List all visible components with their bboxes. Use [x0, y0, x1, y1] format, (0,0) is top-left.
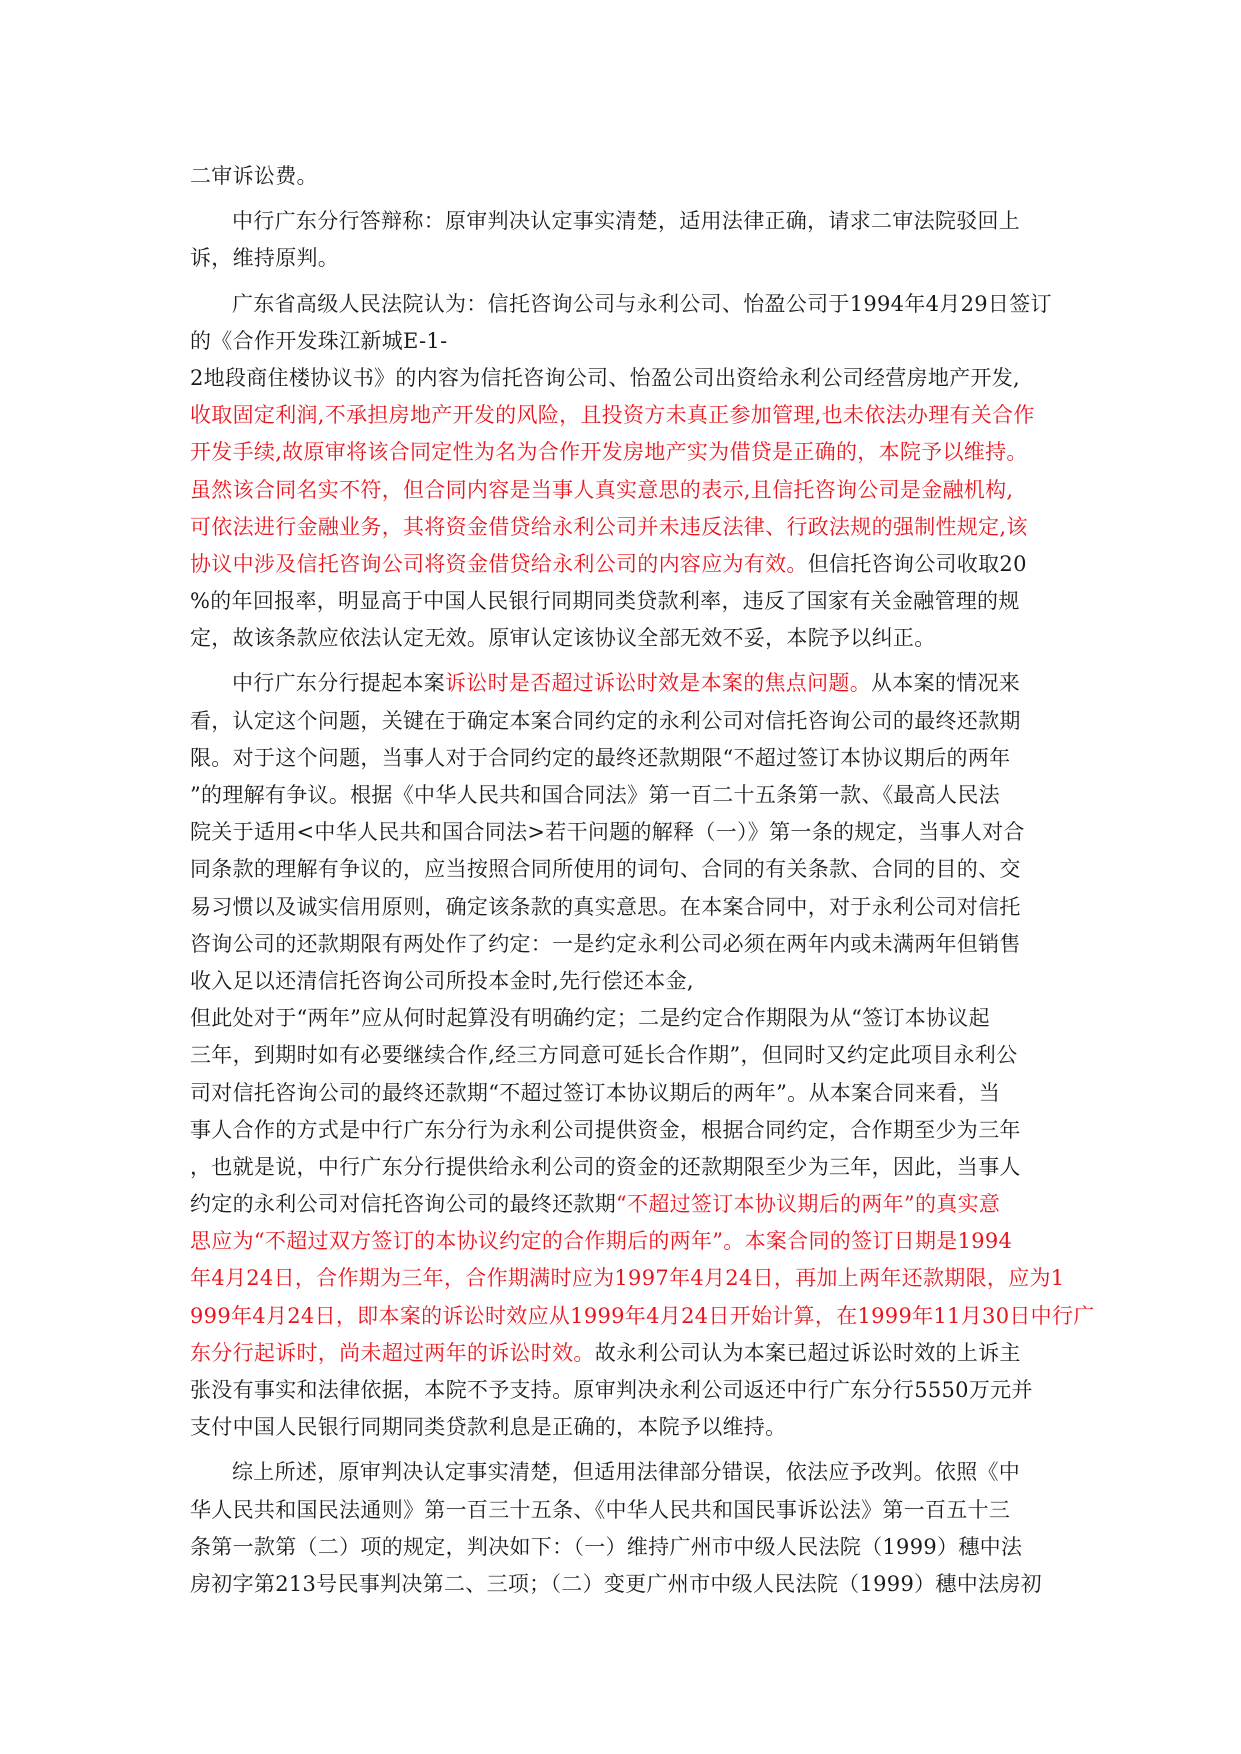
- text-line: [190, 323, 1060, 360]
- text-segment: 同条款的理解有争议的，应当按照合同所使用的词句、合同的有关条款、合同的目的、交: [190, 857, 1021, 882]
- text-line: [190, 1260, 1065, 1297]
- text-segment: 定，故该条款应依法认定无效。原审认定该协议全部无效不妥，本院予以纠正。: [190, 626, 936, 651]
- text-segment: 但信托咨询公司收取20: [807, 551, 1027, 576]
- text-line: [190, 1298, 1095, 1335]
- text-segment: 房初字第213号民事判决第二、三项；（二）变更广州市中级人民法院（1999）穗中法房初: [190, 1571, 1042, 1596]
- text-segment: 从本案的情况来: [871, 671, 1021, 696]
- text-line: [190, 665, 1060, 702]
- text-line: [190, 158, 1060, 195]
- text-line: [190, 926, 1060, 963]
- text-line: [190, 620, 1060, 657]
- text-line: [190, 1186, 1060, 1223]
- text-segment: 事人合作的方式是中行广东分行为永利公司提供资金，根据合同约定，合作期至少为三年: [190, 1117, 1021, 1142]
- text-line: [190, 1112, 1060, 1149]
- highlighted-text: 协议中涉及信托咨询公司将资金借贷给永利公司的内容应为有效。: [190, 551, 808, 576]
- text-segment: 2地段商住楼协议书》的内容为信托咨询公司、怡盈公司出资给永利公司经营房地产开发,: [190, 365, 1021, 390]
- text-line: [190, 434, 1060, 471]
- text-segment: 三年，到期时如有必要继续合作,经三方同意可延长合作期”，但同时又约定此项目永利公: [190, 1043, 1018, 1068]
- text-segment: 约定的永利公司对信托咨询公司的最终还款期: [190, 1192, 616, 1217]
- text-line: [190, 1037, 1060, 1074]
- text-line: [190, 814, 1060, 851]
- highlighted-text: 可依法进行金融业务，其将资金借贷给永利公司并未违反法律、行政法规的强制性规定,该: [190, 514, 1028, 539]
- text-segment: 但此处对于“两年”应从何时起算没有明确约定；二是约定合作期限为从“签订本协议起: [190, 1006, 990, 1031]
- text-line: [190, 203, 1060, 240]
- text-line: [190, 1529, 1060, 1566]
- text-segment: %的年回报率，明显高于中国人民银行同期同类贷款利率，违反了国家有关金融管理的规: [190, 589, 1020, 614]
- text-segment: 易习惯以及诚实信用原则，确定该条款的真实意思。在本案合同中，对于永利公司对信托: [190, 894, 1021, 919]
- text-line: [190, 777, 1060, 814]
- text-segment: 故永利公司认为本案已超过诉讼时效的上诉主: [594, 1340, 1021, 1365]
- text-line: [190, 889, 1060, 926]
- text-line: [190, 472, 1060, 509]
- text-line: [190, 546, 1060, 583]
- highlighted-text: “不超过签订本协议期后的两年”的真实意: [616, 1192, 1001, 1217]
- highlighted-text: 999年4月24日，即本案的诉讼时效应从1999年4月24日开始计算，在1999年11月30日中行广: [190, 1303, 1095, 1328]
- text-line: [190, 1075, 1060, 1112]
- text-line: [190, 1454, 1060, 1491]
- text-segment: 院关于适用<中华人民共和国合同法>若干问题的解释（一）》第一条的规定，当事人对合: [190, 820, 1025, 845]
- text-line: [190, 1000, 1060, 1037]
- text-line: [190, 851, 1060, 888]
- text-segment: 司对信托咨询公司的最终还款期“不超过签订本协议期后的两年”。从本案合同来看，当: [190, 1080, 1001, 1105]
- text-line: [190, 740, 1060, 777]
- text-segment: 条第一款第（二）项的规定，判决如下：（一）维持广州市中级人民法院（1999）穗中法: [190, 1534, 1023, 1559]
- text-segment: ，也就是说，中行广东分行提供给永利公司的资金的还款期限至少为三年，因此，当事人: [190, 1154, 1021, 1179]
- text-segment: 华人民共和国民法通则》第一百三十五条、《中华人民共和国民事诉讼法》第一百五十三: [190, 1497, 1011, 1522]
- text-line: [190, 1409, 1060, 1446]
- text-line: [190, 1566, 1060, 1603]
- text-line: [190, 1223, 1060, 1260]
- text-line: [190, 360, 1060, 397]
- highlighted-text: 年4月24日，合作期为三年，合作期满时应为1997年4月24日，再加上两年还款期限，应为1: [190, 1266, 1065, 1291]
- text-line: [190, 1372, 1060, 1409]
- text-line: [190, 397, 1060, 434]
- text-line: [190, 963, 1060, 1000]
- text-segment: 张没有事实和法律依据，本院不予支持。原审判决永利公司返还中行广东分行5550万元并: [190, 1378, 1033, 1402]
- text-segment: 支付中国人民银行同期同类贷款利息是正确的，本院予以维持。: [190, 1415, 787, 1440]
- highlighted-text: 诉讼时是否超过诉讼时效是本案的焦点问题。: [445, 671, 871, 696]
- text-line: [190, 1492, 1060, 1529]
- text-segment: ”的理解有争议。根据《中华人民共和国合同法》第一百二十五条第一款、《最高人民法: [190, 783, 1000, 807]
- text-segment: 综上所述，原审判决认定事实清楚，但适用法律部分错误，依法应予改判。依照《中: [232, 1460, 1021, 1485]
- text-line: [190, 240, 1060, 277]
- highlighted-text: 虽然该合同名实不符，但合同内容是当事人真实意思的表示,且信托咨询公司是金融机构,: [190, 477, 1014, 502]
- text-segment: 中行广东分行提起本案: [232, 671, 445, 696]
- text-segment: 看，认定这个问题，关键在于确定本案合同约定的永利公司对信托咨询公司的最终还款期: [190, 708, 1021, 733]
- text-line: [190, 1149, 1060, 1186]
- text-line: [190, 1335, 1060, 1372]
- text-segment: 中行广东分行答辩称：原审判决认定事实清楚，适用法律正确，请求二审法院驳回上: [232, 209, 1021, 234]
- text-line: [190, 583, 1060, 620]
- highlighted-text: 东分行起诉时，尚未超过两年的诉讼时效。: [190, 1340, 595, 1365]
- document-body: [190, 158, 1095, 1603]
- text-segment: 咨询公司的还款期限有两处作了约定：一是约定永利公司必须在两年内或未满两年但销售: [190, 931, 1021, 956]
- text-line: [190, 703, 1060, 740]
- text-segment: 二审诉讼费。: [190, 164, 318, 188]
- text-segment: 收入足以还清信托咨询公司所投本金时,先行偿还本金,: [190, 968, 694, 993]
- text-segment: 的《合作开发珠江新城E-1-: [190, 328, 448, 353]
- text-segment: 诉，维持原判。: [190, 246, 340, 271]
- highlighted-text: 收取固定利润,不承担房地产开发的风险，且投资方未真正参加管理,也未依法办理有关合作: [190, 403, 1035, 428]
- text-line: [190, 509, 1060, 546]
- highlighted-text: 思应为“不超过双方签订的本协议约定的合作期后的两年”。本案合同的签订日期是1994: [190, 1229, 1013, 1254]
- text-line: [190, 286, 1060, 323]
- text-segment: 广东省高级人民法院认为：信托咨询公司与永利公司、怡盈公司于1994年4月29日签订: [232, 291, 1052, 316]
- text-segment: 限。对于这个问题，当事人对于合同约定的最终还款期限“不超过签订本协议期后的两年: [190, 745, 1011, 770]
- highlighted-text: 开发手续,故原审将该合同定性为名为合作开发房地产实为借贷是正确的，本院予以维持。: [190, 440, 1028, 465]
